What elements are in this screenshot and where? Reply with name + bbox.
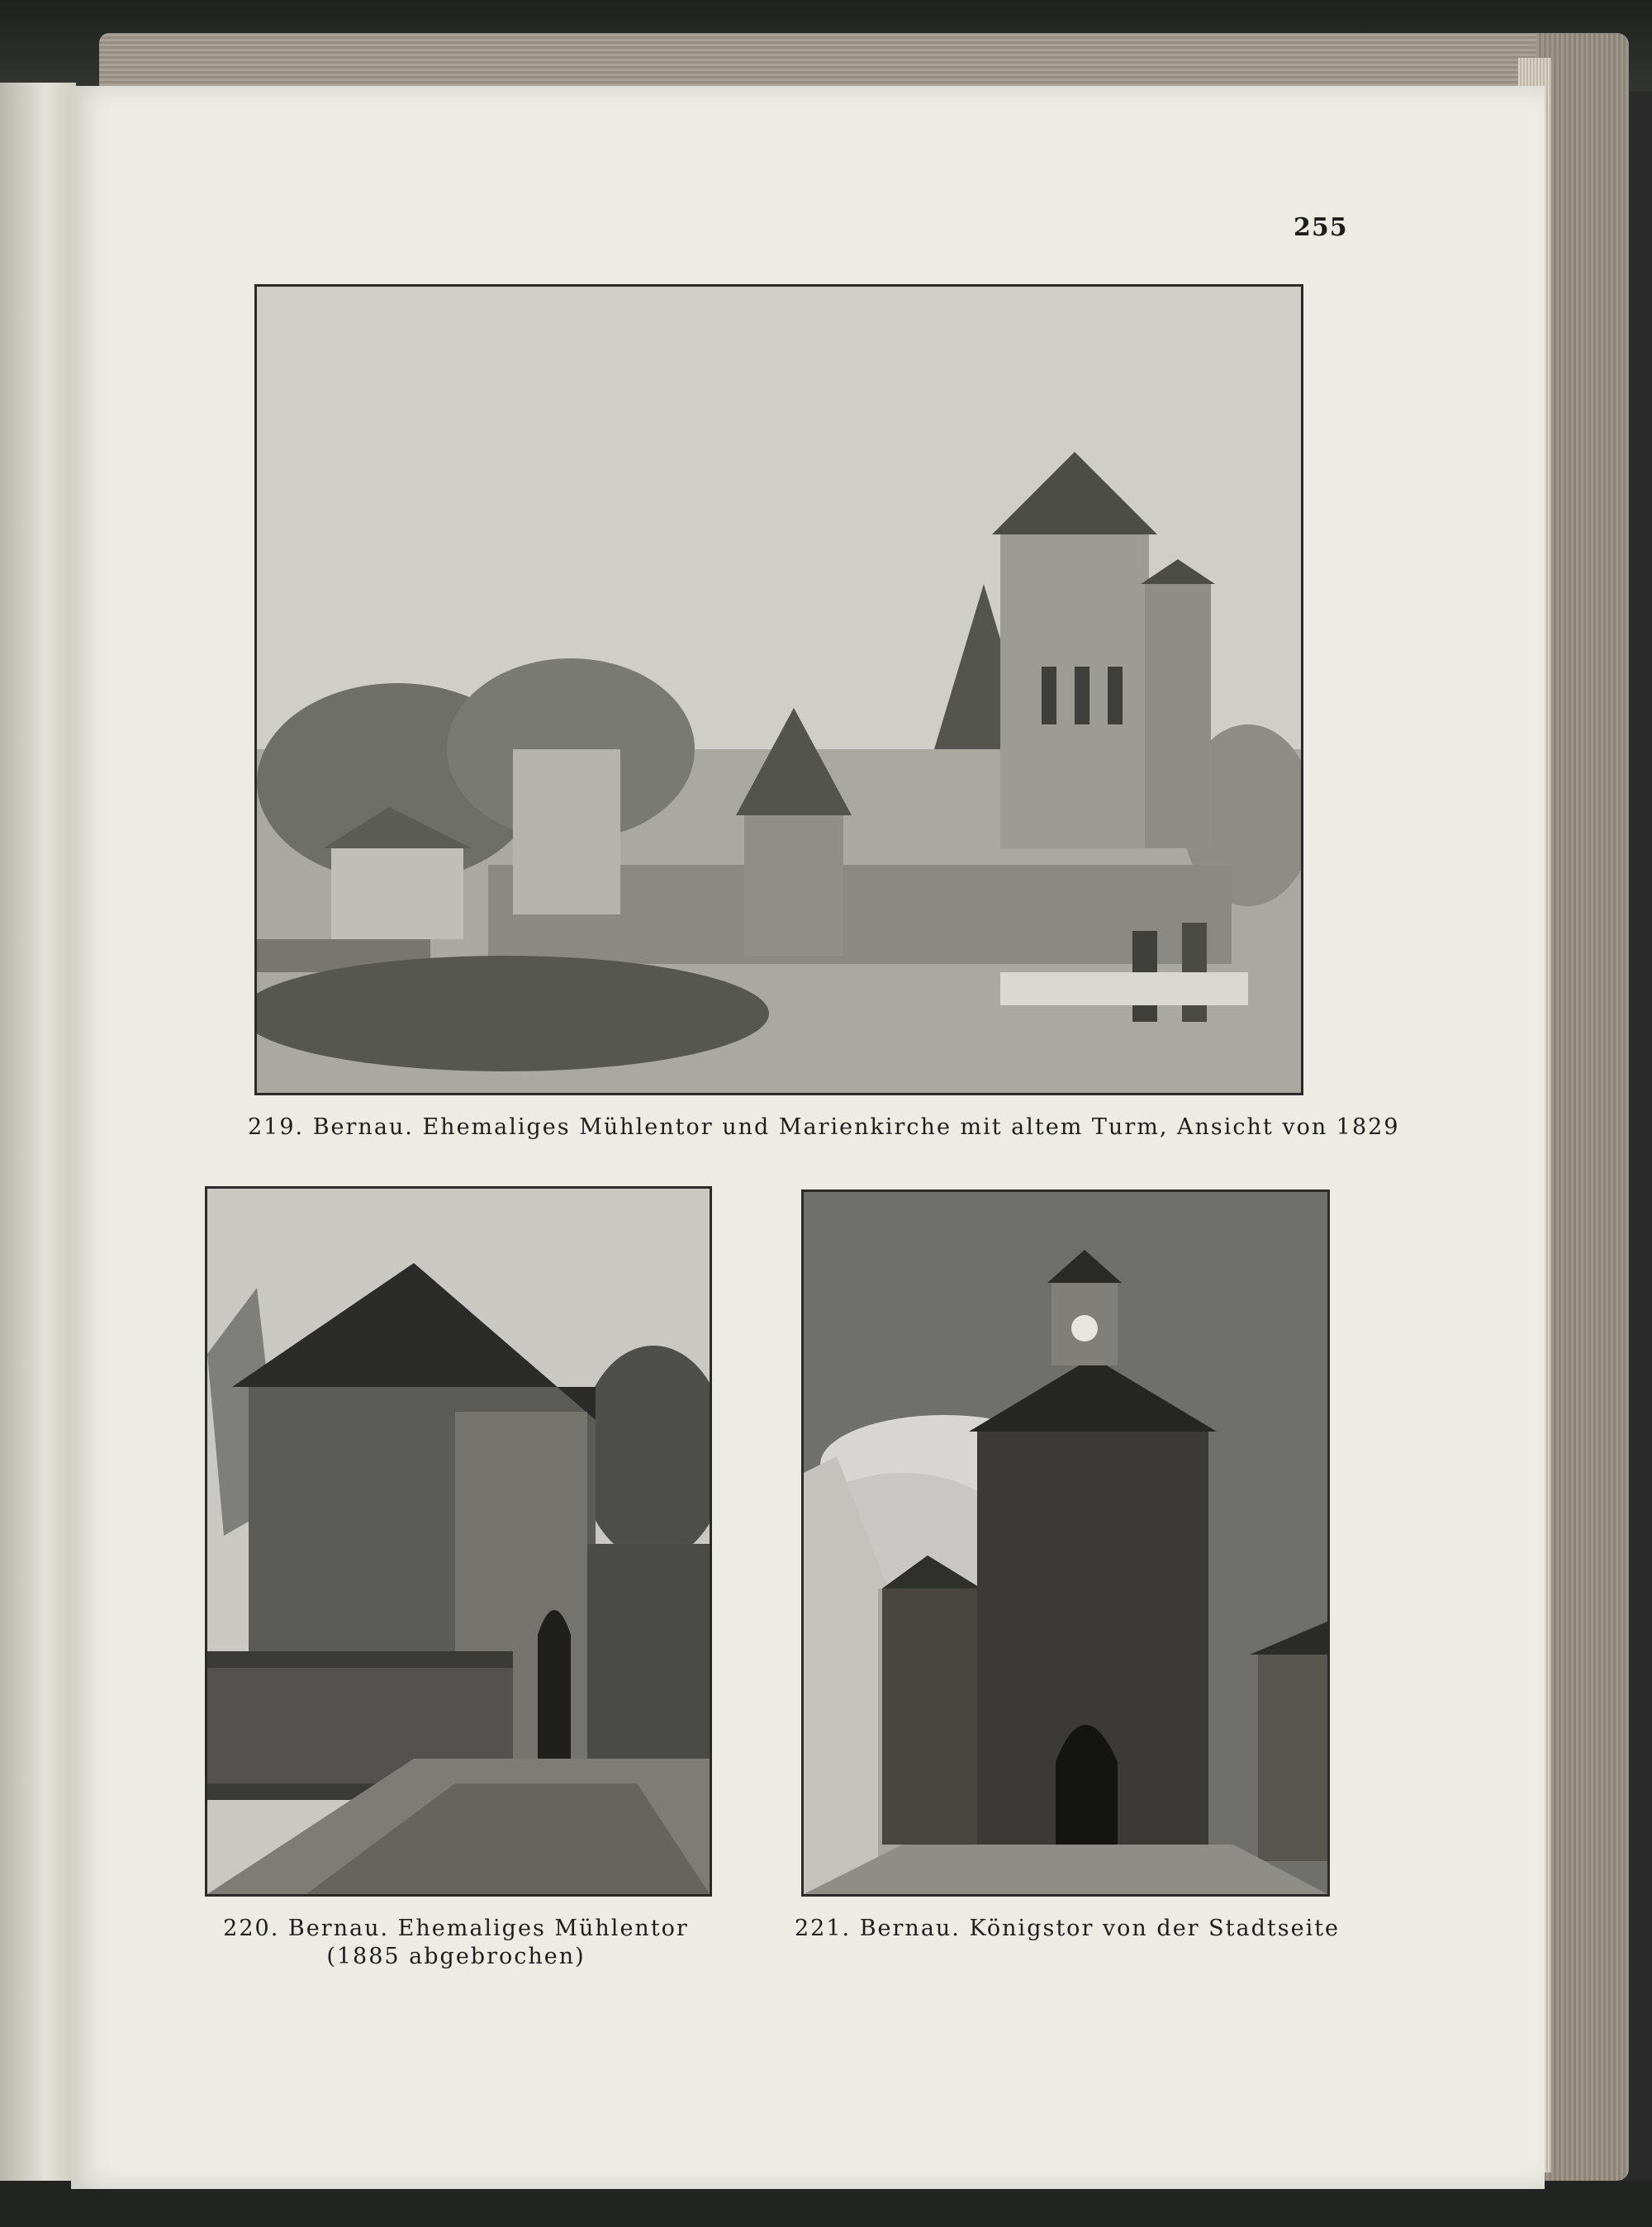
figure-221-image	[801, 1189, 1330, 1897]
figure-219-image	[254, 284, 1303, 1095]
figure-220-image	[205, 1186, 712, 1897]
figure-220-caption-line1: 220. Bernau. Ehemaliges Mühlentor	[223, 1916, 689, 1941]
left-page-edge	[0, 83, 76, 2197]
book-cover-top-edge	[99, 33, 1578, 91]
figure-221-caption: 221. Bernau. Königstor von der Stadtseite	[795, 1916, 1341, 1941]
figure-220-caption-line2: (1885 abgebrochen)	[326, 1944, 586, 1969]
figure-219-caption: 219. Bernau. Ehemaliges Mühlentor und Marienkirche mit altem Turm, Ansicht von 1829	[248, 1114, 1400, 1140]
page-number: 255	[1294, 213, 1348, 242]
